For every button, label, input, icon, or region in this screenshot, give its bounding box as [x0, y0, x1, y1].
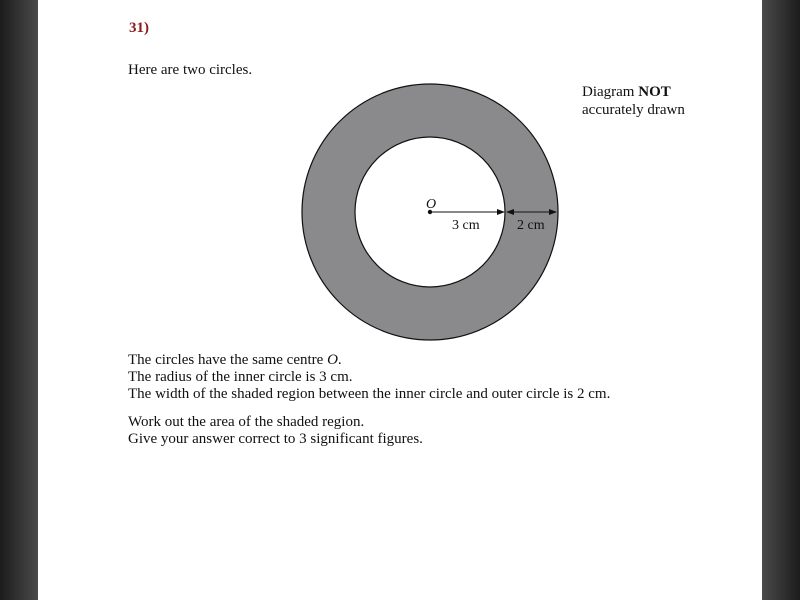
- fact-line-1: [128, 352, 610, 369]
- circles-diagram: [38, 0, 762, 600]
- centre-label: O: [426, 197, 437, 212]
- fact-line-3: The width of the shaded region between the inner circle and outer circle is 2 cm.: [128, 386, 611, 402]
- diagram-note-prefix: Diagram: [582, 84, 639, 100]
- fact-1-prefix: The circles have the same centre: [128, 352, 328, 368]
- question-text: [128, 352, 610, 448]
- background-right: [762, 0, 800, 600]
- task-line-2: Give your answer correct to 3 significant figures.: [128, 431, 423, 447]
- diagram-note-line2: accurately drawn: [582, 102, 685, 118]
- fact-1-italic: O: [327, 352, 338, 368]
- fact-line-2: The radius of the inner circle is 3 cm.: [128, 369, 353, 385]
- task-line-1: Work out the area of the shaded region.: [128, 414, 365, 430]
- document-page: [38, 0, 762, 600]
- width-label: 2 cm: [517, 218, 545, 233]
- background-left: [0, 0, 38, 600]
- question-number: 31): [129, 20, 149, 36]
- diagram-note-bold: NOT: [638, 84, 671, 100]
- question-intro: Here are two circles.: [128, 62, 253, 78]
- inner-radius-label: 3 cm: [452, 218, 480, 233]
- fact-1-suffix: .: [337, 352, 342, 368]
